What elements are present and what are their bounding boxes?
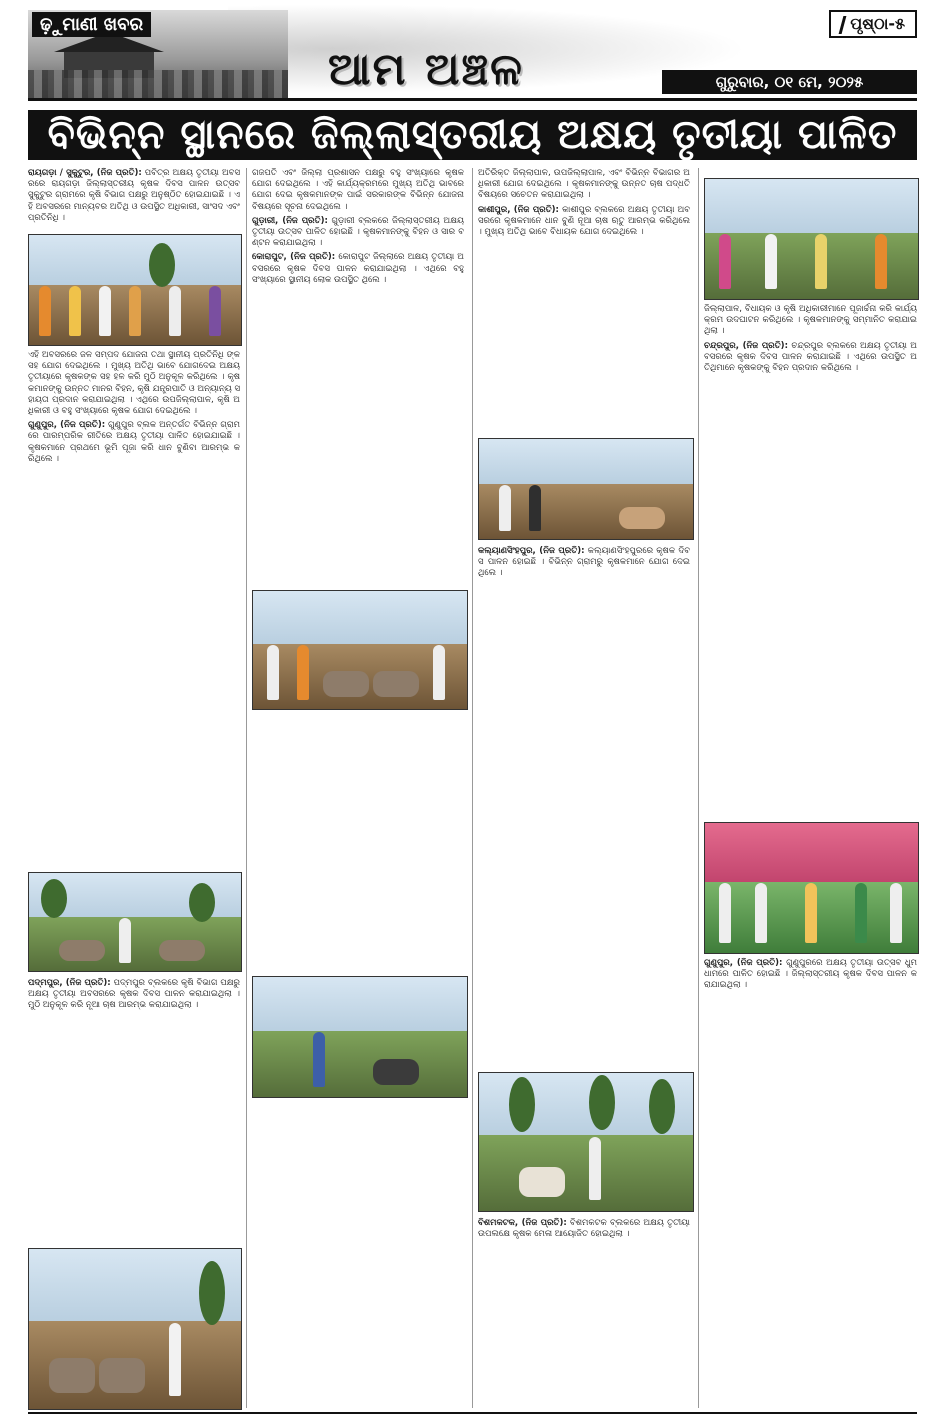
article-paragraph — [252, 252, 464, 286]
ox — [619, 507, 665, 529]
column-4-continued — [704, 958, 917, 995]
tree — [149, 243, 175, 287]
person — [129, 286, 141, 337]
person — [99, 286, 111, 337]
ox — [373, 671, 419, 697]
paragraph-text: ଗଜପତି ଏବଂ ଜିଲ୍ଲା ପ୍ରଶାସନ ପକ୍ଷରୁ ବହୁ ସଂଖ୍ୟାରେ କୃଷକ ଯୋଗ ଦେଇଥିଲେ । ଏହି କାର୍ଯ୍ୟକ୍ରମରେ ମୁଖ୍ୟ ଅତିଥି ଭାବରେ ଯୋଗ ଦେଇ କୃଷକମାନଙ୍କ ପାଇଁ ସରକାରଙ୍କ ବିଭିନ୍ନ ଯୋଜନା ବିଷୟରେ ସୂଚନା ଦେଇଥିଲେ । — [252, 168, 464, 212]
column-1 — [28, 168, 240, 227]
photo-palm-field — [478, 1072, 694, 1212]
photo-sky — [705, 179, 918, 233]
ox — [49, 1358, 95, 1393]
article-paragraph — [478, 205, 690, 239]
photo-padmapur-ploughing — [28, 1248, 242, 1410]
photo-kashipur-ploughing — [478, 438, 694, 540]
paragraph-text: ଜିଲ୍ଲାପାଳ, ବିଧାୟକ ଓ କୃଷି ଅଧିକାରୀମାନେ ପୂଜାର୍ଚ୍ଚନା କରି କାର୍ଯ୍ୟକ୍ରମ ଉଦଘାଟନ କରିଥିଲେ । କୃଷକମାନଙ୍କୁ ସମ୍ମାନିତ କରାଯାଇଥିଲା । — [704, 304, 917, 337]
article-paragraph — [478, 546, 690, 580]
person — [589, 1137, 601, 1200]
photo-ground — [253, 1031, 467, 1097]
paragraph-text: ଚନ୍ଦ୍ରପୁର ବ୍ଲକରେ ଅକ୍ଷୟ ତୃତୀୟା ଅବସରରେ କୃଷକ ଦିବସ ପାଳନ କରାଯାଇଛି । ଏଥିରେ ଉପସ୍ଥିତ ଅତିଥିମାନେ କୃଷକଙ୍କୁ ବିହନ ପ୍ରଦାନ କରିଥିଲେ । — [704, 340, 918, 374]
tree — [199, 1261, 225, 1325]
column-2 — [252, 168, 464, 289]
person — [765, 234, 777, 289]
article-paragraph — [704, 341, 917, 375]
slash-icon — [839, 16, 847, 34]
section-title: ଆମ ଅଞ୍ଚଳ — [328, 44, 524, 95]
palm-tree — [649, 1079, 675, 1134]
ox — [519, 1167, 565, 1197]
column-3-lower — [478, 1218, 690, 1243]
person — [805, 883, 817, 943]
person — [529, 485, 541, 531]
person — [855, 883, 867, 943]
person — [169, 1323, 181, 1397]
paragraph-text: ଏହି ଅବସରରେ ଜଳ ସମ୍ପଦ ଯୋଜନା ତଥା ସ୍ଥାନୀୟ ପ୍ରତିନିଧି ଙ୍କ ସହ ଯୋଗ ଦେଇଥିଲେ । ମୁଖ୍ୟ ଅତିଥି ଭାବେ ଯୋଗଦେଇ ଅକ୍ଷୟ ତୃତୀୟାରେ କୃଷକଙ୍କ ସହ ହଳ କରି ମୁଠି ଅନୁକୂଳ କରିଥିଲେ । କୃଷକମାନଙ୍କୁ ଉନ୍ନତ ମାନର ବିହନ, କୃଷି ଯନ୍ତ୍ରପାତି ଓ ଅନ୍ୟାନ୍ୟ ସହାୟତା ପ୍ରଦାନ କରାଯାଇଥିଲା । ଏଥିରେ ଉପଜିଲ୍ଲାପାଳ, କୃଷି ଅଧିକାରୀ ଓ ବହୁ ସଂଖ୍ୟାରେ କୃଷକ ଯୋଗ ଦେଇଥିଲେ । — [28, 350, 240, 417]
dateline: ଗୁଡ଼ାରୀ, (ନିଜ ପ୍ରତି): — [252, 215, 328, 226]
photo-field-buffalo — [252, 976, 468, 1098]
person — [890, 883, 902, 943]
article-paragraph — [28, 978, 240, 1012]
dateline: ବିଶମକଟକ, (ନିଜ ପ୍ରତି): — [478, 1218, 567, 1228]
newspaper-name: ଢ଼ୁମାଣୀ ଖବର — [32, 12, 151, 37]
person — [267, 645, 279, 699]
header-rule — [28, 98, 917, 101]
tree — [41, 879, 67, 918]
ox — [323, 671, 369, 697]
paragraph-text: ବିଶମକଟକ ବ୍ଲକରେ ଅକ୍ଷୟ ତୃତୀୟା ଉପଲକ୍ଷେ କୃଷକ ମେଳା ଆୟୋଜିତ ହୋଇଥିଲା । — [478, 1218, 690, 1240]
paragraph-text: କଲ୍ୟାଣସିଂହପୁରରେ କୃଷକ ଦିବସ ପାଳନ ହୋଇଛି । ବିଭିନ୍ନ ଗ୍ରାମରୁ କୃଷକମାନେ ଯୋଗ ଦେଇଥିଲେ । — [478, 546, 691, 579]
dateline: ଗୁଣୁପୁର, (ନିଜ ପ୍ରତି): — [28, 420, 106, 431]
photo-puja-ceremony — [704, 178, 919, 300]
masthead — [28, 4, 917, 100]
photo-gunupur-field — [28, 872, 242, 972]
issue-date: ଗୁରୁବାର, ୦୧ ମେ, ୨୦୨୫ — [662, 70, 917, 94]
person — [719, 234, 731, 289]
column-1-lower — [28, 978, 240, 1015]
person — [499, 485, 511, 531]
paragraph-text: ପଦ୍ମପୁର ବ୍ଲକରେ କୃଷି ବିଭାଗ ପକ୍ଷରୁ ଅକ୍ଷୟ ତୃତୀୟା ଅବସରରେ କୃଷକ ଦିବସ ପାଳନ କରାଯାଇଥିଲା । ମୁଠି ଅନୁକୂଳ କରି ନୂଆ ଚାଷ ଆରମ୍ଭ କରାଯାଇଥିଲା । — [28, 978, 240, 1011]
photo-sukutur-ceremony — [28, 234, 242, 346]
person — [119, 918, 131, 963]
article-paragraph — [28, 350, 240, 417]
article-paragraph — [28, 168, 240, 224]
photo-chandrapur-stage — [704, 822, 919, 954]
person — [313, 1032, 325, 1087]
paragraph-text: ଗୁଣୁପୁର ବ୍ଲକ ଅନ୍ତର୍ଗତ ବିଭିନ୍ନ ଗ୍ରାମରେ ପାରମ୍ପରିକ ରୀତିରେ ଅକ୍ଷୟ ତୃତୀୟା ପାଳିତ ହୋଇଯାଇଛି । କୃଷକମାନେ ପ୍ରଥମେ ଭୂମି ପୂଜା କରି ଧାନ ବୁଣିବା ଆରମ୍ଭ କରିଥିଲେ । — [28, 420, 240, 464]
photo-koraput-oxen — [252, 590, 468, 710]
photo-backdrop — [705, 823, 918, 882]
palm-tree — [509, 1077, 535, 1132]
photo-ground — [479, 1135, 693, 1211]
person — [719, 883, 731, 943]
person — [297, 645, 309, 699]
article-paragraph — [478, 1218, 690, 1240]
person — [209, 286, 221, 337]
dateline: କାଶୀପୁର, (ନିଜ ପ୍ରତି): — [478, 204, 559, 215]
page-number-badge — [829, 10, 917, 38]
person — [433, 645, 445, 699]
hut-illustration — [64, 52, 154, 78]
footer-rule — [28, 1412, 917, 1414]
person — [39, 286, 51, 337]
photo-sky — [253, 977, 467, 1031]
tree — [189, 883, 215, 922]
dateline: ଚନ୍ଦ୍ରପୁର, (ନିଜ ପ୍ରତି): — [704, 340, 788, 351]
article-paragraph — [704, 958, 917, 992]
photo-sky — [479, 439, 693, 484]
column-1-continued — [28, 350, 240, 468]
paragraph-text: ଗୁଡ଼ାରୀ ବ୍ଲକରେ ଜିଲ୍ଲାସ୍ତରୀୟ ଅକ୍ଷୟ ତୃତୀୟା ଉତ୍ସବ ପାଳିତ ହୋଇଛି । କୃଷକମାନଙ୍କୁ ବିହନ ଓ ସାର ବଣ୍ଟନ କରାଯାଇଥିଲା । — [252, 215, 464, 249]
person — [875, 234, 887, 289]
buffalo — [373, 1059, 419, 1085]
ox — [59, 940, 105, 962]
dateline: କୋରାପୁଟ, (ନିଜ ପ୍ରତି): — [252, 252, 336, 263]
article-paragraph — [252, 216, 464, 250]
page-number: ପୃଷ୍ଠା-୫ — [850, 14, 905, 33]
dateline: ପଦ୍ମପୁର, (ନିଜ ପ୍ରତି): — [28, 978, 111, 988]
main-headline: ବିଭିନ୍ନ ସ୍ଥାନରେ ଜିଲ୍ଲାସ୍ତରୀୟ ଅକ୍ଷୟ ତୃତୀୟା ପାଳିତ — [28, 110, 917, 160]
paragraph-text: ପବିତ୍ର ଅକ୍ଷୟ ତୃତୀୟା ଅବସରରେ ରାୟଗଡ଼ା ଜିଲ୍ଲାସ୍ତରୀୟ କୃଷକ ଦିବସ ପାଳନ ଉତ୍ସବ ସୁକୁଟୁର ଗ୍ରାମରେ କୃଷି ବିଭାଗ ପକ୍ଷରୁ ଅନୁଷ୍ଠିତ ହୋଇଯାଇଛି । ଏହି ଅବସରରେ ମାନ୍ୟବର ଅତିଥି ଓ ଉପସ୍ଥିତ ଅଧିକାରୀ, ସାଂସଦ ଏବଂ ପ୍ରତିନିଧି । — [28, 168, 240, 223]
person — [755, 883, 767, 943]
article-paragraph — [252, 168, 464, 213]
person — [815, 234, 827, 289]
ox — [99, 1358, 145, 1393]
column-divider — [246, 168, 247, 1408]
dateline: ଗୁଣୁପୁର, (ନିଜ ପ୍ରତି): — [704, 958, 783, 968]
column-4 — [704, 304, 917, 377]
paragraph-text: ଅତିରିକ୍ତ ଜିଲ୍ଲାପାଳ, ଉପଜିଲ୍ଲାପାଳ, ଏବଂ ବିଭିନ୍ନ ବିଭାଗର ଅଧିକାରୀ ଯୋଗ ଦେଇଥିଲେ । କୃଷକମାନଙ୍କୁ ଉନ୍ନତ ଚାଷ ପଦ୍ଧତି ବିଷୟରେ ସଚେତନ କରାଯାଇଥିଲା । — [478, 168, 690, 201]
column-3 — [478, 168, 690, 241]
column-3-continued — [478, 546, 690, 583]
person — [169, 286, 181, 337]
dateline: ରାୟଗଡ଼ା / ସୁକୁଟୁର, (ନିଜ ପ୍ରତି): — [28, 168, 142, 178]
photo-sky — [29, 235, 241, 285]
paragraph-text: କାଶୀପୁର ବ୍ଲକରେ ଅକ୍ଷୟ ତୃତୀୟା ଅବସରରେ କୃଷକମାନେ ଧାନ ବୁଣି ନୂଆ ଚାଷ ଋତୁ ଆରମ୍ଭ କରିଥିଲେ । ମୁଖ୍ୟ ଅତିଥି ଭାବେ ବିଧାୟକ ଯୋଗ ଦେଇଥିଲେ । — [478, 204, 691, 238]
column-divider — [698, 168, 699, 1408]
column-divider — [472, 168, 473, 1408]
article-paragraph — [704, 304, 917, 338]
paragraph-text: କୋରାପୁଟ ଜିଲ୍ଲାରେ ଅକ୍ଷୟ ତୃତୀୟା ଅବସରରେ କୃଷକ ଦିବସ ପାଳନ କରାଯାଇଥିଲା । ଏଥିରେ ବହୁ ସଂଖ୍ୟାରେ ସ୍ଥାନୀୟ ଲୋକ ଉପସ୍ଥିତ ଥିଲେ । — [252, 252, 465, 285]
dateline: କଲ୍ୟାଣସିଂହପୁର, (ନିଜ ପ୍ରତି): — [478, 546, 585, 556]
person — [69, 286, 81, 337]
palm-tree — [589, 1075, 615, 1130]
article-paragraph — [478, 168, 690, 202]
article-paragraph — [28, 420, 240, 465]
photo-sky — [253, 591, 467, 644]
paragraph-text: ଗୁଣୁପୁରରେ ଅକ୍ଷୟ ତୃତୀୟା ଉତ୍ସବ ଧୁମଧାମରେ ପାଳିତ ହୋଇଛି । ଜିଲ୍ଲାସ୍ତରୀୟ କୃଷକ ଦିବସ ପାଳନ କରାଯାଇଥିଲା । — [704, 958, 918, 991]
ox — [159, 940, 205, 962]
